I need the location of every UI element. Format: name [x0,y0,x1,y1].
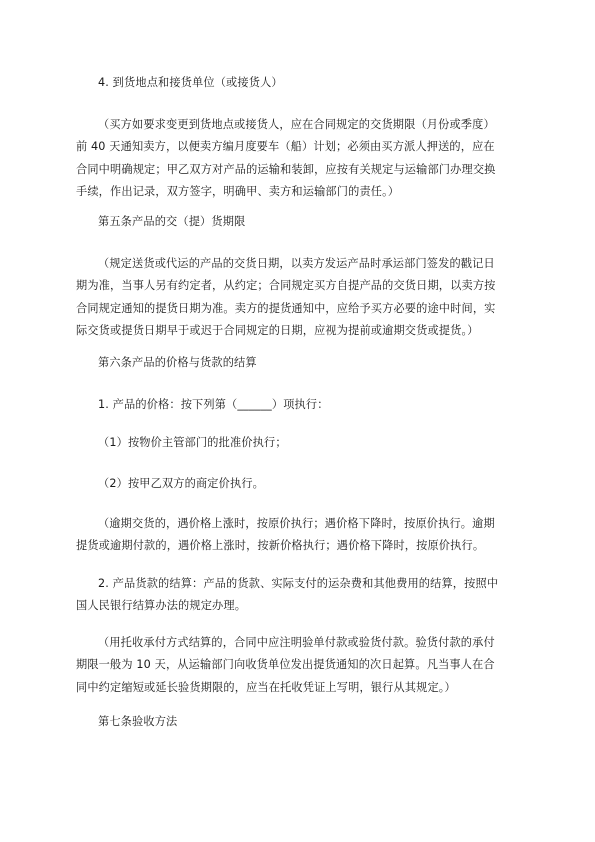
item-price-option-1 [76,432,520,454]
heading-text: 4. 到货地点和接货单位（或接货人） [98,76,283,89]
article-7-heading [76,711,520,733]
paragraph-line: 期为准，当事人另有约定者，从约定；合同规定买方自提产品的交货日期，以卖方按 [76,279,496,293]
item-text: （2）按甲乙双方的商定价执行。 [98,477,264,490]
paragraph-line: （用托收承付方式结算的，合同中应注明验单付款或验货付款。验货付款的承付 [98,636,495,649]
paragraph-line: （买方如要求变更到货地点或接货人，应在合同规定的交货期限（月份或季度） [98,118,495,131]
paragraph-line: 际交货或提货日期早于或迟于合同规定的日期，应视为提前或逾期交货或提货。） [76,323,479,337]
article-6-heading [76,352,520,374]
paragraph-line: 合同中明确规定；甲乙双方对产品的运输和装卸，应按有关规定与运输部门办理交换 [76,162,496,176]
item-product-price [76,394,520,416]
section-heading-delivery-place [76,72,520,94]
item-text: （1）按物价主管部门的批准价执行； [98,436,287,449]
paragraph-overdue-pricing [76,513,520,558]
item-payment-settlement [76,573,520,618]
paragraph-delivery-place-note [76,114,520,203]
item-price-option-2 [76,473,520,495]
paragraph-line: 同中约定缩短或延长验货期限的，应当在托收凭证上写明，银行从其规定。） [76,680,456,694]
paragraph-line: 前 40 天通知卖方，以便卖方编月度要车（船）计划；必须由买方派人押送的，应在 [76,140,495,154]
heading-text: 第六条产品的价格与货款的结算 [98,356,257,369]
article-5-heading [76,211,520,233]
paragraph-line: （规定送货或代运的产品的交货日期，以卖方发运产品时承运部门签发的戳记日 [98,257,495,270]
heading-text: 第五条产品的交（提）货期限 [98,215,246,228]
paragraph-article-5 [76,253,520,342]
paragraph-line: 手续，作出记录，双方签字，明确甲、卖方和运输部门的责任。） [76,184,400,198]
paragraph-line: 期限一般为 10 天，从运输部门向收货单位发出提货通知的次日起算。凡当事人在合 [76,658,495,672]
paragraph-line: 合同规定通知的提货日期为准。卖方的提货通知中，应给予买方必要的途中时间，实 [76,301,496,315]
item-text: 2. 产品货款的结算：产品的货款、实际支付的运杂费和其他费用的结算，按照中 [98,577,499,590]
item-text: 1. 产品的价格：按下列第（______）项执行： [98,398,329,411]
item-text: 国人民银行结算办法的规定办理。 [76,599,247,613]
paragraph-line: （逾期交货的，遇价格上涨时，按原价执行；遇价格下降时，按原价执行。逾期 [98,517,495,530]
paragraph-line: 提货或逾期付款的，遇价格上涨时，按新价格执行；遇价格下降时，按原价执行。 [76,539,485,553]
paragraph-collection-terms [76,632,520,699]
heading-text: 第七条验收方法 [98,715,178,728]
